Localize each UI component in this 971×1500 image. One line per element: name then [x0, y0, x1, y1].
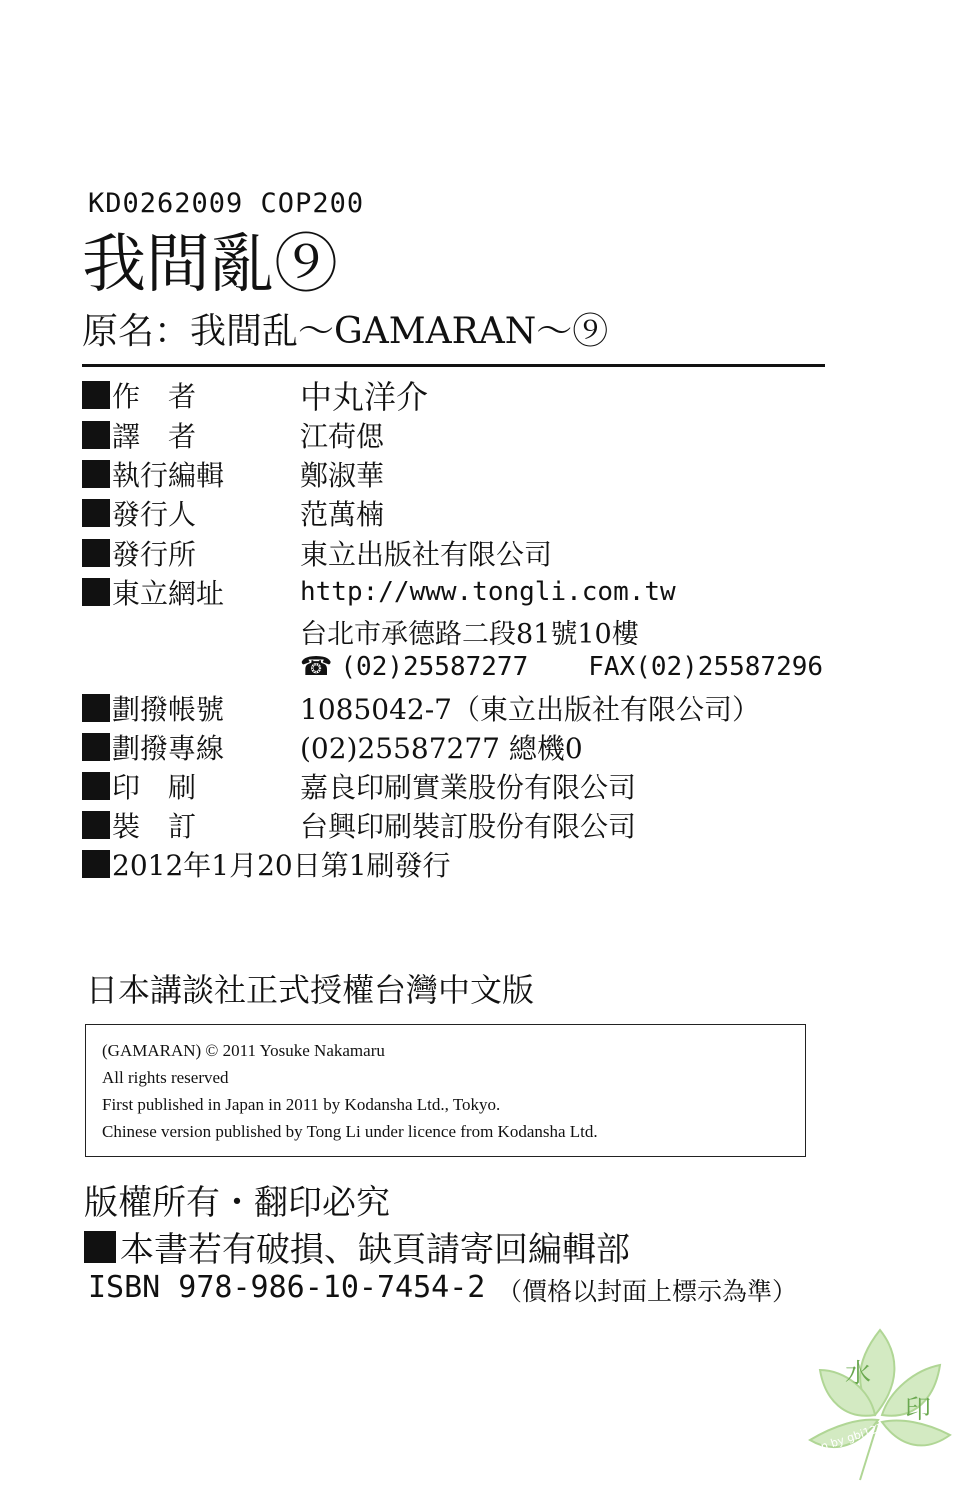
license-box	[85, 1024, 806, 1157]
credit-value: 1085042-7（東立出版社有限公司）	[300, 693, 760, 726]
watermark-char-2: 印	[905, 1395, 932, 1425]
watermark-char-1: 水	[845, 1359, 872, 1389]
credit-label: 發行人	[112, 498, 197, 531]
credit-label: 作 者	[112, 380, 197, 413]
bullet-square	[82, 811, 110, 839]
book-title: 我間亂⑨	[82, 228, 338, 302]
catalog-code: KD0262009 COP200	[88, 188, 365, 219]
bullet-square	[82, 850, 110, 878]
phone-number: (02)25587277	[340, 652, 529, 682]
print-date-row	[82, 844, 451, 884]
bullet-square	[82, 539, 110, 567]
copyright-notice: 版權所有・翻印必究	[84, 1183, 390, 1223]
authorization-statement: 日本講談社正式授權台灣中文版	[86, 971, 535, 1009]
credit-label: 發行所	[112, 538, 197, 571]
watermark-leaf	[790, 1310, 965, 1490]
divider	[82, 364, 825, 367]
credit-label: 劃撥帳號	[112, 693, 225, 726]
credit-label: 裝 訂	[112, 810, 197, 843]
credit-value: 中丸洋介	[300, 378, 429, 416]
credit-value: 台興印刷裝訂股份有限公司	[300, 810, 637, 843]
bullet-square	[82, 694, 110, 722]
bullet-square	[82, 421, 110, 449]
credit-value: (02)25587277 總機0	[300, 732, 583, 765]
address: 台北市承德路二段81號10樓	[300, 619, 639, 650]
license-line: All rights reserved	[102, 1068, 229, 1087]
credit-label: 執行編輯	[112, 459, 225, 492]
credit-row-printing	[82, 766, 637, 806]
license-line: (GAMARAN) © 2011 Yosuke Nakamaru	[102, 1041, 385, 1060]
credit-row-binding	[82, 805, 637, 845]
credit-row-publisher	[82, 493, 385, 533]
price-note: （價格以封面上標示為準）	[497, 1277, 798, 1306]
bullet-square	[82, 578, 110, 606]
credit-row-postal-account	[82, 688, 760, 728]
credit-label: 東立網址	[112, 577, 225, 610]
credit-row-website	[82, 572, 676, 612]
website-link: http://www.tongli.com.tw	[300, 577, 676, 607]
contact-line	[300, 652, 823, 682]
credit-label: 劃撥專線	[112, 732, 225, 765]
credit-label: 譯 者	[112, 420, 197, 453]
credit-row-postal-hotline	[82, 727, 583, 767]
bullet-square	[82, 381, 110, 409]
bullet-square	[82, 733, 110, 761]
credit-row-translator	[82, 415, 385, 455]
license-line: Chinese version published by Tong Li under licence from Kodansha Ltd.	[102, 1122, 598, 1141]
credit-value: 鄭淑華	[300, 459, 385, 492]
damage-notice	[84, 1222, 630, 1271]
credit-label: 印 刷	[112, 771, 197, 804]
bullet-square	[84, 1231, 116, 1263]
damage-notice-text: 本書若有破損、缺頁請寄回編輯部	[120, 1230, 630, 1270]
credit-value: 嘉良印刷實業股份有限公司	[300, 771, 637, 804]
credit-row-publishing-house	[82, 533, 553, 573]
original-title: 原名：我間乱～GAMARAN～⑨	[82, 311, 609, 352]
print-date: 2012年1月20日第1刷發行	[112, 849, 451, 882]
watermark-credit: Scan by gbj123	[800, 1420, 886, 1460]
credit-row-editor	[82, 454, 385, 494]
credit-value: 東立出版社有限公司	[300, 538, 553, 571]
isbn: ISBN 978-986-10-7454-2	[88, 1270, 486, 1305]
bullet-square	[82, 499, 110, 527]
credit-value: 范萬楠	[300, 498, 385, 531]
credit-value: 江荷偲	[300, 420, 385, 453]
credit-row-author	[82, 375, 429, 416]
license-line: First published in Japan in 2011 by Kodansha Ltd., Tokyo.	[102, 1095, 501, 1114]
bullet-square	[82, 772, 110, 800]
telephone-icon: ☎	[300, 652, 333, 682]
fax-number: FAX(02)25587296	[588, 652, 824, 682]
bullet-square	[82, 460, 110, 488]
